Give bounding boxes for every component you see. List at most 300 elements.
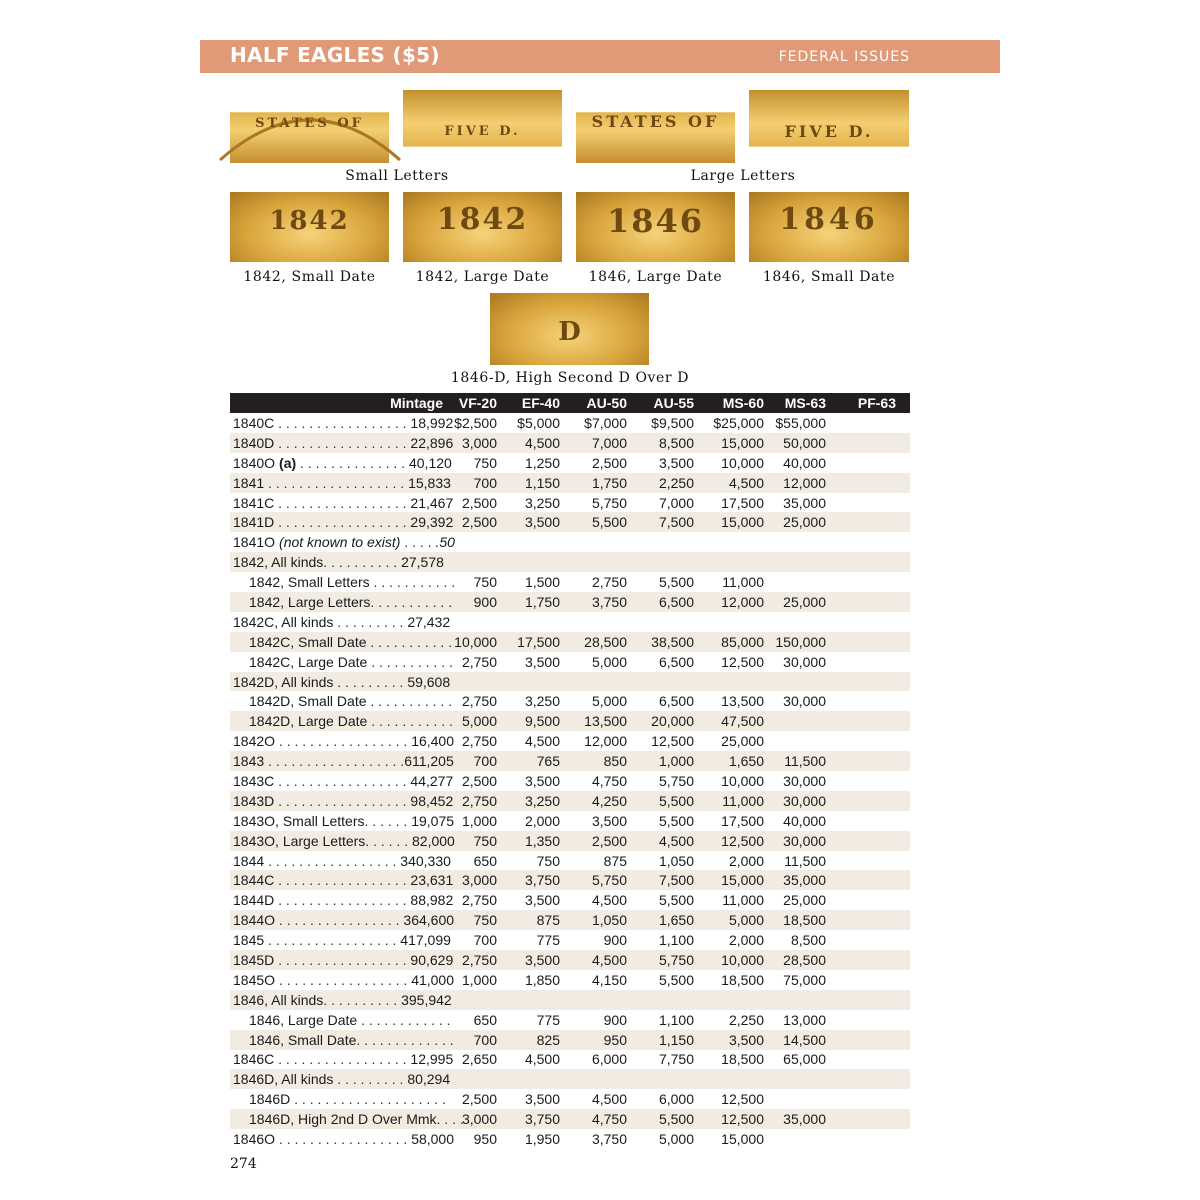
leader-dots: . . . . . . . . . . . . . . . . . — [274, 792, 411, 809]
variety-cell — [230, 572, 456, 592]
price-cell — [834, 413, 910, 433]
leader-dots: . . . . . . . . . . . . . . . . — [275, 912, 404, 929]
price-cell — [445, 552, 497, 572]
table-row — [230, 831, 910, 851]
variety-cell — [230, 493, 454, 513]
price-cell: 3,500 — [497, 512, 564, 532]
price-cell: 3,250 — [524, 693, 560, 710]
table-row — [230, 1050, 910, 1070]
table-row — [230, 1109, 910, 1129]
price-cell: 3,000 — [445, 433, 497, 453]
price-cell — [564, 990, 631, 1010]
leader-dots: . . . . . . . . . — [333, 673, 408, 690]
variety-name: 1845 — [233, 932, 265, 949]
price-cell: 7,500 — [631, 870, 698, 890]
price-cell: $5,000 — [517, 414, 560, 431]
variety-cell — [230, 1089, 445, 1109]
table-row — [230, 751, 910, 771]
price-cell: 150,000 — [768, 632, 834, 652]
price-cell: 6,500 — [658, 693, 694, 710]
price-cell: 4,500 — [591, 892, 627, 909]
leader-dots: . . . . . . — [365, 832, 412, 849]
column-header: PF-63 — [834, 393, 910, 413]
coin-photo-small-letters-states — [230, 90, 389, 163]
variety-cell — [230, 592, 453, 612]
price-cell — [698, 612, 768, 632]
mintage-value: 41,000 — [411, 971, 455, 988]
price-cell: 1,650 — [631, 910, 698, 930]
price-cell — [834, 473, 910, 493]
price-cell — [768, 1089, 834, 1109]
price-cell: 2,250 — [728, 1011, 764, 1028]
price-cell: 1,150 — [497, 473, 564, 493]
variety-name: 1842C, Large Date — [249, 653, 368, 670]
price-cell: 30,000 — [783, 693, 826, 710]
table-row — [230, 731, 910, 751]
leader-dots: . . . . . . . . . . . — [366, 693, 453, 710]
price-cell: 4,750 — [591, 772, 627, 789]
price-cell: 3,250 — [524, 494, 560, 511]
variety-cell — [230, 672, 451, 692]
table-row — [230, 930, 910, 950]
variety-name: 1844D — [233, 892, 275, 909]
leader-dots: . . . . . . . . . . . . — [357, 1011, 451, 1028]
price-cell: 775 — [536, 932, 560, 949]
table-row — [230, 890, 910, 910]
mintage-value: 417,099 — [400, 932, 451, 949]
price-cell — [768, 672, 834, 692]
variety-name: 1841D — [233, 514, 275, 531]
price-cell: 3,500 — [497, 950, 564, 970]
table-row — [230, 990, 910, 1010]
coin-photo-1846-large-date — [576, 192, 735, 262]
price-cell: 30,000 — [783, 772, 826, 789]
price-cell — [834, 1089, 910, 1109]
section-banner — [200, 40, 1000, 73]
price-cell: 28,500 — [768, 950, 834, 970]
price-cell: 3,750 — [497, 870, 564, 890]
price-cell: 1,100 — [658, 1011, 694, 1028]
price-cell: 1,750 — [497, 592, 564, 612]
price-cell: $25,000 — [713, 414, 764, 431]
mintage-value: 40,120 — [408, 454, 452, 471]
price-cell: 6,500 — [658, 653, 694, 670]
price-cell: 25,000 — [721, 733, 764, 750]
price-cell — [834, 1010, 910, 1030]
variety-name: 1840D — [233, 434, 275, 451]
variety-cell — [230, 711, 453, 731]
price-cell: 1,650 — [698, 751, 768, 771]
price-cell: 850 — [564, 751, 631, 771]
page-title: HALF EAGLES ($5) — [230, 43, 440, 67]
caption-1842-large-date: 1842, Large Date — [415, 269, 550, 285]
variety-cell — [230, 970, 455, 990]
price-table — [230, 393, 910, 1149]
price-cell: 8,500 — [631, 433, 698, 453]
price-cell — [834, 532, 910, 552]
price-cell: 25,000 — [768, 512, 834, 532]
price-cell: 20,000 — [631, 711, 698, 731]
table-row — [230, 1089, 910, 1109]
price-cell — [834, 771, 910, 791]
price-cell — [631, 672, 698, 692]
caption-1846d-high-second-d: 1846-D, High Second D Over D — [450, 370, 690, 386]
price-cell: 6,000 — [658, 1091, 694, 1108]
variety-name: 1842D, Large Date — [249, 713, 368, 730]
price-cell: 650 — [473, 852, 497, 869]
variety-note: (a) — [279, 454, 297, 471]
table-row — [230, 970, 910, 990]
price-cell — [497, 990, 564, 1010]
price-cell: 2,750 — [461, 733, 497, 750]
price-cell: 11,000 — [722, 574, 764, 591]
price-cell — [564, 672, 631, 692]
price-cell: 35,000 — [768, 1109, 834, 1129]
variety-cell — [230, 791, 454, 811]
price-cell: 50,000 — [768, 433, 834, 453]
mintage-value: 59,608 — [407, 673, 451, 690]
price-cell: 5,000 — [698, 910, 768, 930]
price-cell: 2,650 — [461, 1051, 497, 1068]
mintage-value: 29,392 — [410, 514, 454, 531]
leader-dots: . . . . . . . . . . . . . . . . . — [264, 932, 401, 949]
price-cell: 4,500 — [497, 433, 564, 453]
variety-name: 1843D — [233, 792, 275, 809]
variety-name: 1843O, Small Letters — [233, 812, 365, 829]
table-row — [230, 433, 910, 453]
coin-date: 1842 — [436, 202, 529, 237]
price-cell: 9,500 — [497, 711, 564, 731]
price-cell: 750 — [473, 574, 497, 591]
leader-dots: . . . . . . . . . . . . . . . . . . — [264, 474, 409, 491]
price-cell: 4,500 — [631, 831, 698, 851]
price-cell — [834, 851, 910, 871]
price-cell — [631, 532, 698, 552]
price-cell: 12,500 — [698, 1109, 768, 1129]
variety-name: 1842O — [233, 733, 276, 750]
column-header: AU-50 — [564, 393, 631, 413]
table-row — [230, 1069, 910, 1089]
coin-date: 1846 — [606, 202, 705, 240]
table-row — [230, 473, 910, 493]
price-cell: 765 — [497, 751, 564, 771]
caption-small-letters: Small Letters — [345, 168, 449, 184]
price-cell: 2,500 — [461, 494, 497, 511]
leader-dots: . . . . . . . . . . . . . . . . . . — [264, 753, 405, 770]
price-cell — [834, 910, 910, 930]
price-cell: 4,500 — [591, 1091, 627, 1108]
price-cell: 2,000 — [728, 932, 764, 949]
column-header: Mintage — [230, 393, 445, 413]
price-cell: 40,000 — [783, 454, 826, 471]
leader-dots: . . . . . . . . . . . . . . . . . — [274, 414, 411, 431]
price-cell: 4,750 — [564, 1109, 631, 1129]
price-cell: 3,750 — [564, 592, 631, 612]
price-cell: 4,500 — [524, 1051, 560, 1068]
price-cell — [834, 552, 910, 572]
price-cell: 65,000 — [783, 1051, 826, 1068]
price-cell: 2,500 — [461, 772, 497, 789]
price-cell — [631, 990, 698, 1010]
price-cell: 12,000 — [768, 473, 834, 493]
coin-legend: FIVE D. — [444, 124, 521, 139]
variety-cell — [230, 851, 451, 871]
price-cell: 13,000 — [783, 1011, 826, 1028]
variety-cell — [230, 751, 454, 771]
price-cell: 2,500 — [461, 1091, 497, 1108]
price-cell — [834, 632, 910, 652]
price-cell — [564, 532, 631, 552]
price-cell: 35,000 — [783, 494, 826, 511]
price-cell — [834, 691, 910, 711]
variety-name: 1840O — [233, 454, 276, 471]
variety-cell — [230, 870, 454, 890]
table-row — [230, 512, 910, 532]
table-row — [230, 1010, 910, 1030]
price-cell: 5,750 — [591, 494, 627, 511]
variety-name: 1840C — [233, 414, 275, 431]
price-cell — [631, 612, 698, 632]
mintage-value: 15,833 — [408, 474, 451, 491]
coin-photo-1842-small-date — [230, 192, 389, 262]
variety-cell — [230, 632, 453, 652]
variety-name: 1842D, Small Date — [249, 693, 367, 710]
price-cell: 75,000 — [783, 971, 826, 988]
leader-dots: . . . . . . . . . — [333, 1071, 408, 1088]
price-cell — [834, 731, 910, 751]
mintage-value: 44,277 — [410, 772, 454, 789]
variety-cell — [230, 512, 454, 532]
table-row — [230, 950, 910, 970]
price-cell — [497, 1069, 564, 1089]
mintage-value: 58,000 — [411, 1131, 455, 1147]
variety-name: 1841O — [233, 534, 276, 551]
price-cell: 10,000 — [721, 772, 764, 789]
price-cell: 2,500 — [564, 831, 631, 851]
variety-cell — [230, 473, 451, 493]
price-cell — [834, 512, 910, 532]
coin-legend: STATES OF — [255, 116, 364, 131]
price-cell — [768, 1129, 834, 1149]
price-cell — [834, 1129, 910, 1149]
table-row — [230, 811, 910, 831]
variety-cell — [230, 771, 454, 791]
price-cell — [834, 572, 910, 592]
mintage-value: 27,432 — [407, 613, 451, 630]
price-cell — [768, 1069, 834, 1089]
caption-1846-large-date: 1846, Large Date — [588, 269, 723, 285]
variety-cell — [230, 811, 455, 831]
column-header: VF-20 — [445, 393, 497, 413]
price-cell — [631, 552, 698, 572]
coin-photo-small-letters-five — [403, 90, 562, 163]
price-cell: 15,000 — [698, 433, 768, 453]
price-cell: 12,000 — [698, 592, 768, 612]
price-cell — [564, 552, 631, 572]
price-cell: 1,050 — [658, 852, 694, 869]
variety-cell — [230, 532, 455, 552]
price-cell: 12,500 — [721, 1091, 764, 1108]
mintage-value: 82,000 — [412, 832, 455, 849]
variety-name: 1846, All kinds — [233, 991, 324, 1008]
price-cell: 825 — [497, 1030, 564, 1050]
price-cell: 11,000 — [698, 791, 768, 811]
mintage-value: 22,896 — [410, 434, 454, 451]
price-cell: 1,500 — [524, 574, 560, 591]
price-cell: 11,500 — [768, 751, 834, 771]
table-row — [230, 592, 910, 612]
price-cell — [834, 493, 910, 513]
coin-date: 1846 — [779, 202, 879, 237]
variety-name: 1846O — [233, 1131, 276, 1147]
price-cell: 18,500 — [721, 971, 764, 988]
price-cell — [768, 572, 834, 592]
variety-name: 1846D, All kinds — [233, 1071, 334, 1088]
price-cell: 6,000 — [591, 1051, 627, 1068]
variety-cell — [230, 731, 455, 751]
variety-cell — [230, 691, 453, 711]
price-cell — [698, 552, 768, 572]
price-cell: 3,000 — [445, 1109, 497, 1129]
price-cell: 5,750 — [658, 772, 694, 789]
table-row — [230, 572, 910, 592]
variety-name: 1845D — [233, 951, 275, 968]
leader-dots: . . . . . . . . . . . . . . — [296, 454, 409, 471]
price-cell: 900 — [603, 932, 627, 949]
variety-name: 1843O, Large Letters — [233, 832, 366, 849]
price-cell: $9,500 — [651, 414, 694, 431]
leader-dots: . . . . . . . . . . . — [370, 593, 453, 610]
price-cell — [834, 1109, 910, 1129]
price-cell — [768, 532, 834, 552]
price-cell — [497, 552, 564, 572]
price-cell: 35,000 — [768, 870, 834, 890]
variety-cell — [230, 1109, 464, 1129]
table-row — [230, 632, 910, 652]
price-cell: 750 — [473, 454, 497, 471]
mintage-value: 90,629 — [410, 951, 454, 968]
leader-dots: . . . . . . . . . . . . . . . . . — [274, 951, 411, 968]
price-cell — [834, 791, 910, 811]
price-cell: 5,500 — [658, 812, 694, 829]
leader-dots: . . . . . . — [364, 812, 412, 829]
price-cell: 4,500 — [698, 473, 768, 493]
table-row — [230, 532, 910, 552]
price-cell: 2,750 — [445, 791, 497, 811]
table-row — [230, 493, 910, 513]
price-cell: 5,750 — [564, 870, 631, 890]
price-cell: 4,250 — [564, 791, 631, 811]
variety-name: 1846, Small Date — [249, 1031, 357, 1048]
price-cell: 3,500 — [591, 812, 627, 829]
price-cell: 2,000 — [524, 812, 560, 829]
table-row — [230, 552, 910, 572]
price-cell: 11,000 — [722, 892, 764, 909]
price-cell — [834, 751, 910, 771]
price-cell: 900 — [445, 592, 497, 612]
variety-name: 1843 — [233, 753, 265, 770]
coin-photo-large-letters-five — [749, 90, 909, 163]
price-cell — [834, 453, 910, 473]
variety-name: 1846D, High 2nd D Over Mmk. — [249, 1111, 441, 1128]
price-cell — [834, 652, 910, 672]
price-cell — [834, 672, 910, 692]
leader-dots: . . . . . . . . . . — [323, 554, 402, 571]
price-cell: 5,500 — [631, 791, 698, 811]
price-cell: 10,000 — [445, 632, 497, 652]
variety-italic-note: (not known to exist) — [279, 534, 401, 551]
price-cell — [834, 592, 910, 612]
price-cell: 28,500 — [564, 632, 631, 652]
price-cell: 750 — [445, 910, 497, 930]
price-cell: 1,950 — [524, 1131, 560, 1147]
leader-dots: . . . — [440, 1111, 464, 1128]
price-cell: 4,500 — [564, 950, 631, 970]
price-cell: 1,000 — [631, 751, 698, 771]
variety-cell — [230, 890, 454, 910]
price-cell — [445, 1069, 497, 1089]
price-cell: 5,500 — [658, 892, 694, 909]
leader-dots: . . . . . . . . . . . . . . . . . — [274, 1051, 411, 1068]
table-row — [230, 711, 910, 731]
table-row — [230, 851, 910, 871]
price-cell: 2,750 — [461, 693, 497, 710]
leader-dots: . . . . . . . . . . . . . . . . . — [264, 852, 401, 869]
leader-dots: . . . . . . . . . . . . . . . . . — [274, 434, 411, 451]
coin-photo-large-letters-states — [576, 90, 735, 163]
price-cell: 15,000 — [698, 870, 768, 890]
coin-photo-1846-small-date — [749, 192, 909, 262]
price-cell — [834, 930, 910, 950]
price-cell: 7,500 — [631, 512, 698, 532]
table-row — [230, 870, 910, 890]
leader-dots: . . . . . . . . . . . . . . . . . — [274, 494, 411, 511]
variety-name: 1842C, All kinds — [233, 613, 334, 630]
price-cell: 775 — [536, 1011, 560, 1028]
price-cell — [834, 950, 910, 970]
coin-legend: STATES OF — [591, 112, 720, 131]
price-cell: 12,500 — [721, 653, 764, 670]
price-cell: 5,000 — [445, 711, 497, 731]
price-cell — [834, 433, 910, 453]
price-cell: 14,500 — [768, 1030, 834, 1050]
price-cell: 30,000 — [768, 831, 834, 851]
variety-cell — [230, 1010, 451, 1030]
price-cell: 13,500 — [721, 693, 764, 710]
leader-dots: . . . . . . . . . . . — [367, 713, 453, 730]
price-cell — [445, 612, 497, 632]
price-cell: 38,500 — [631, 632, 698, 652]
leader-dots: . . . . . . . . . — [333, 613, 408, 630]
mintage-value: 340,330 — [400, 852, 451, 869]
price-cell: 25,000 — [768, 592, 834, 612]
price-cell: 12,500 — [698, 831, 768, 851]
price-cell: 1,050 — [564, 910, 631, 930]
variety-cell — [230, 612, 451, 632]
price-cell — [698, 672, 768, 692]
table-row — [230, 413, 910, 433]
price-cell: 2,000 — [728, 852, 764, 869]
variety-cell — [230, 990, 452, 1010]
page-number: 274 — [230, 1156, 257, 1172]
price-cell: 85,000 — [698, 632, 768, 652]
coin-photo-1842-large-date — [403, 192, 562, 262]
price-cell: 875 — [603, 852, 627, 869]
price-cell: 1,100 — [658, 932, 694, 949]
leader-dots: . . . . — [400, 534, 436, 551]
table-row — [230, 910, 910, 930]
price-cell: 700 — [473, 932, 497, 949]
